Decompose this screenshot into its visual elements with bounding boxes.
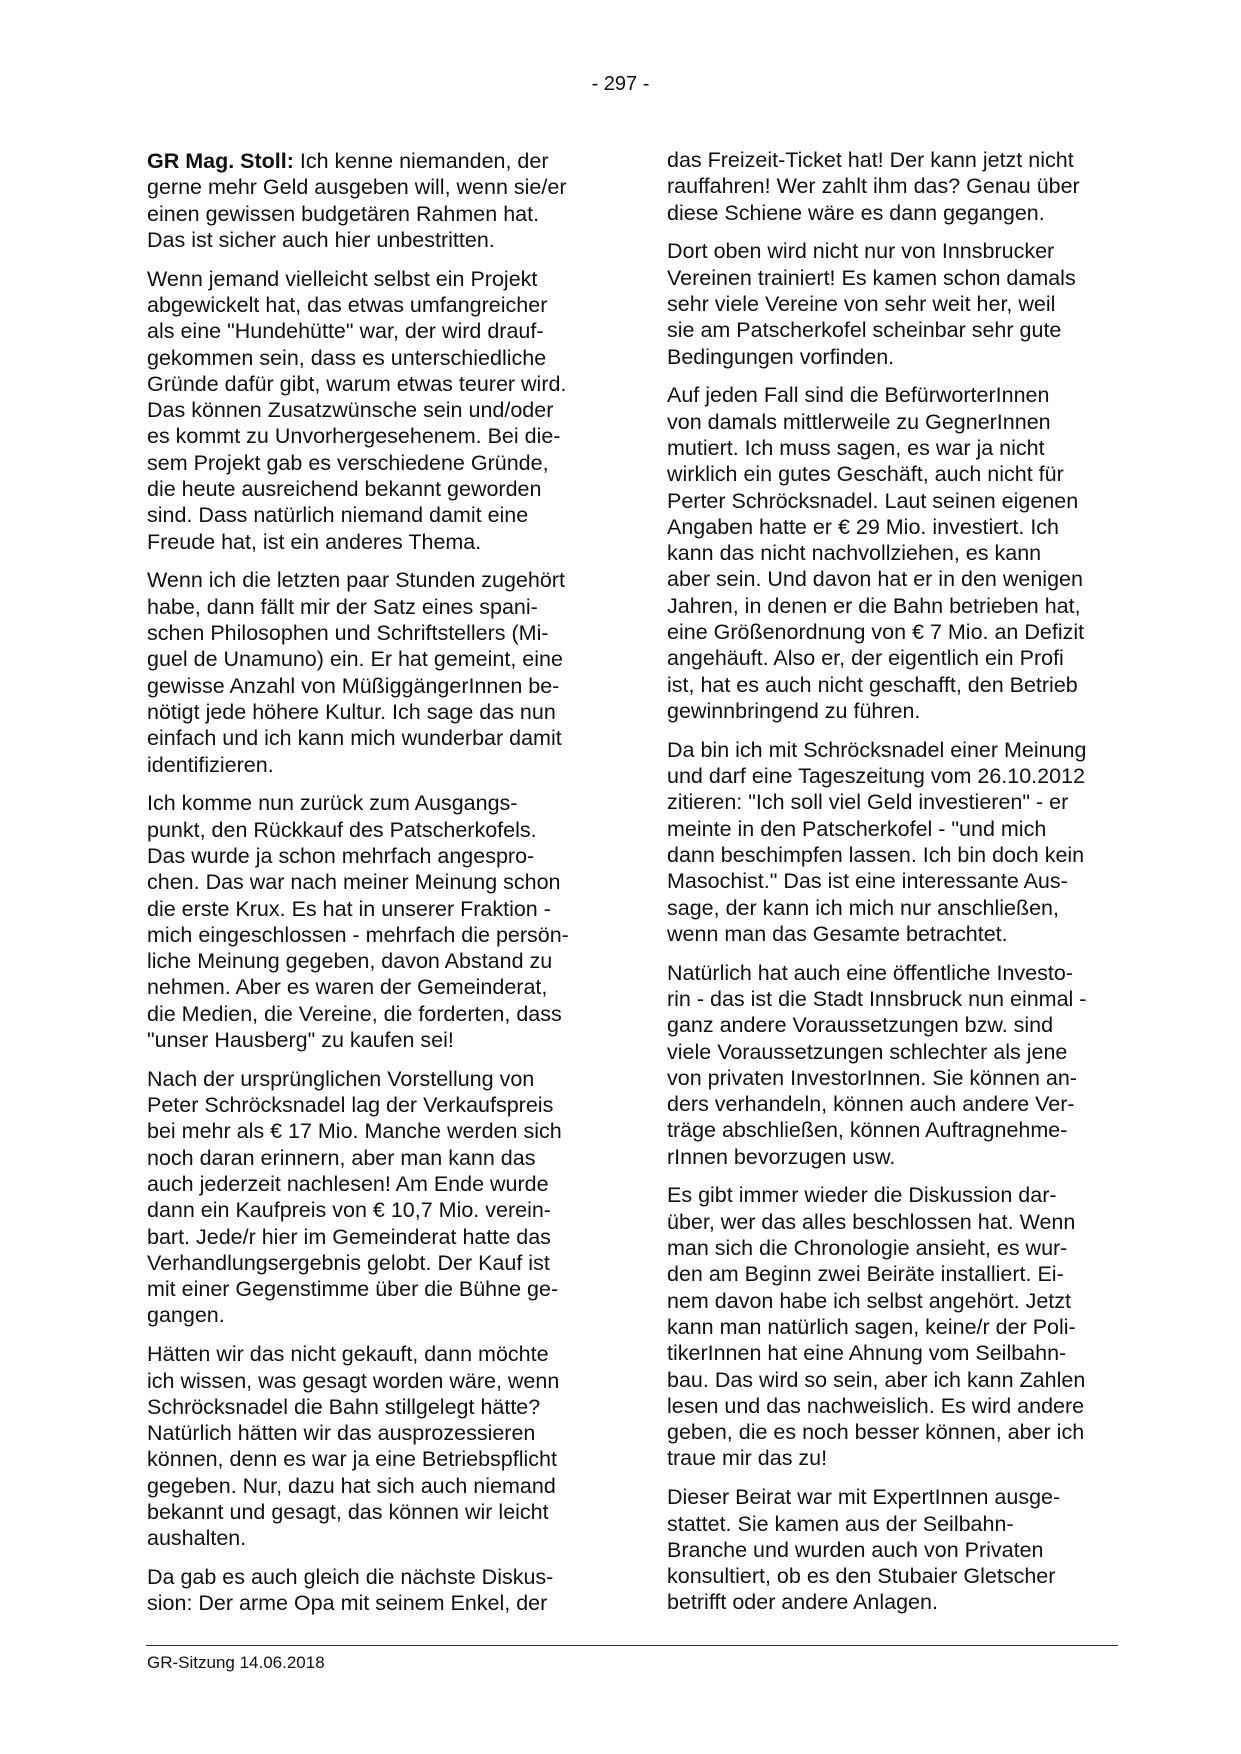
footer-session-date: GR-Sitzung 14.06.2018 (147, 1653, 325, 1672)
speaker-intro-text: Ich kenne niemanden, der gerne mehr Geld ausgeben will, wenn sie/er einen gewissen budgetären Rahmen hat. Das ist sicher auch hier unbestritten. (147, 149, 567, 252)
paragraph-shutdown-scenario: Hätten wir das nicht gekauft, dann möchte ich wissen, was gesagt worden wäre, wenn Schröcksnadel die Bahn stillgelegt hätte? Natürlich hätten wir das ausprozessieren können, denn es war ja eine Betriebspflicht gegeben. Nur, dazu hat sich auch niemand bekannt und gesagt, das können wir leicht aushalten. (147, 1342, 560, 1551)
paragraph-repurchase: Ich komme nun zurück zum Ausgangs- punkt, den Rückkauf des Patscherkofels. Das wurde ja schon mehrfach angespro- chen. Das war nach meiner Meinung schon die erste Krux. Es hat in unserer Fraktion - mich eingeschlossen - mehrfach die persön- liche Meinung gegeben, davon Abstand zu nehmen. Aber es waren der Gemeinderat, die Medien, die Vereine, die forderten, dass "unser Hausberg" zu kaufen sei! (147, 791, 569, 1052)
speaker-name: GR Mag. Stoll: (147, 149, 294, 173)
paragraph-public-investor: Natürlich hat auch eine öffentliche Investo- rin - das ist die Stadt Innsbruck nun einmal - ganz andere Voraussetzungen bzw. sind viele Voraussetzungen schlechter als jene von privaten InvestorInnen. Sie können an- ders verhandeln, können auch andere Ver- träge abschließen, können Auftragnehme- rInnen bevorzugen usw. (667, 960, 1087, 1169)
paragraph-clubs-training: Dort oben wird nicht nur von Innsbrucker Vereinen trainiert! Es kamen schon damals sehr viele Vereine von sehr weit her, weil sie am Patscherkofel scheinbar sehr gute Bedingungen vorfinden. (667, 239, 1076, 369)
paragraph-freizeit-ticket: das Freizeit-Ticket hat! Der kann jetzt nicht rauffahren! Wer zahlt ihm das? Genau über diese Schiene wäre es dann gegangen. (667, 148, 1080, 225)
paragraph-experts: Dieser Beirat war mit ExpertInnen ausge- stattet. Sie kamen aus der Seilbahn- Branche und wurden auch von Privaten konsultiert, ob es den Stubaier Gletscher betrifft oder andere Anlagen. (667, 1485, 1061, 1615)
right-column (667, 147, 1127, 1628)
paragraph-supporters-opponents: Auf jeden Fall sind die BefürworterInnen von damals mittlerweile zu GegnerInnen mutiert. Ich muss sagen, es war ja nicht wirklich ein gutes Geschäft, auch nicht für Perter Schröcksnadel. Laut seinen eigenen Angaben hatte er € 29 Mio. investiert. Ich kann das nicht nachvollziehen, es kann aber sein. Und davon hat er in den wenigen Jahren, in denen er die Bahn betrieben hat, eine Größenordnung von € 7 Mio. an Defizit angehäuft. Also er, der eigentlich ein Profi ist, hat es auch nicht geschafft, den Betrieb gewinnbringend zu führen. (667, 383, 1085, 723)
paragraph-purchase-price: Nach der ursprünglichen Vorstellung von Peter Schröcksnadel lag der Verkaufspreis bei mehr als € 17 Mio. Manche werden sich noch daran erinnern, aber man kann das auch jederzeit nachlesen! Am Ende wurde dann ein Kaufpreis von € 10,7 Mio. verein- bart. Jede/r hier im Gemeinderat hatte das Verhandlungsergebnis gelobt. Der Kauf ist mit einer Gegenstimme über die Bühne ge- gangen. (147, 1066, 562, 1328)
paragraph-speaker-intro (147, 148, 607, 253)
paragraph-newspaper-quote: Da bin ich mit Schröcksnadel einer Meinung und darf eine Tageszeitung vom 26.10.2012 zitieren: "Ich soll viel Geld investieren" - er meinte in den Patscherkofel - "und mich dann beschimpfen lassen. Ich bin doch kein Masochist." Das ist eine interessante Aus- sage, der kann ich mich nur anschließen, wenn man das Gesamte betrachtet. (667, 737, 1087, 946)
footer-divider (146, 1645, 1118, 1646)
paragraph-project-costs: Wenn jemand vielleicht selbst ein Projekt abgewickelt hat, das etwas umfangreicher als eine "Hundehütte" war, der wird drauf- gekommen sein, dass es unterschiedliche Gründe dafür gibt, warum etwas teurer wird. Das können Zusatzwünsche sein und/oder es kommt zu Unvorhergesehenem. Bei die- sem Projekt gab es verschiedene Gründe, die heute ausreichend bekannt geworden sind. Dass natürlich niemand damit eine Freude hat, ist ein anderes Thema. (147, 266, 567, 554)
paragraph-next-discussion: Da gab es auch gleich die nächste Diskus- sion: Der arme Opa mit seinem Enkel, der (147, 1565, 554, 1616)
paragraph-advisory-boards: Es gibt immer wieder die Diskussion dar- über, wer das alles beschlossen hat. Wenn man sich die Chronologie ansieht, es wur- den am Beginn zwei Beiräte installiert. Ei- nem davon habe ich selbst angehört. Jetzt kann man natürlich sagen, keine/r der Poli- tikerInnen hat eine Ahnung vom Seilbahn- bau. Das wird so sein, aber ich kann Zahlen lesen und das nachweislich. Es wird andere geben, die es noch besser können, aber ich traue mir das zu! (667, 1183, 1086, 1471)
page-number: - 297 - (591, 73, 650, 95)
left-column (147, 148, 607, 1629)
paragraph-unamuno-quote: Wenn ich die letzten paar Stunden zugehört habe, dann fällt mir der Satz eines spani- schen Philosophen und Schriftstellers (Mi- guel de Unamuno) ein. Er hat gemeint, eine gewisse Anzahl von MüßiggängerInnen be- nötigt jede höhere Kultur. Ich sage das nun einfach und ich kann mich wunderbar damit identifizieren. (147, 568, 565, 777)
